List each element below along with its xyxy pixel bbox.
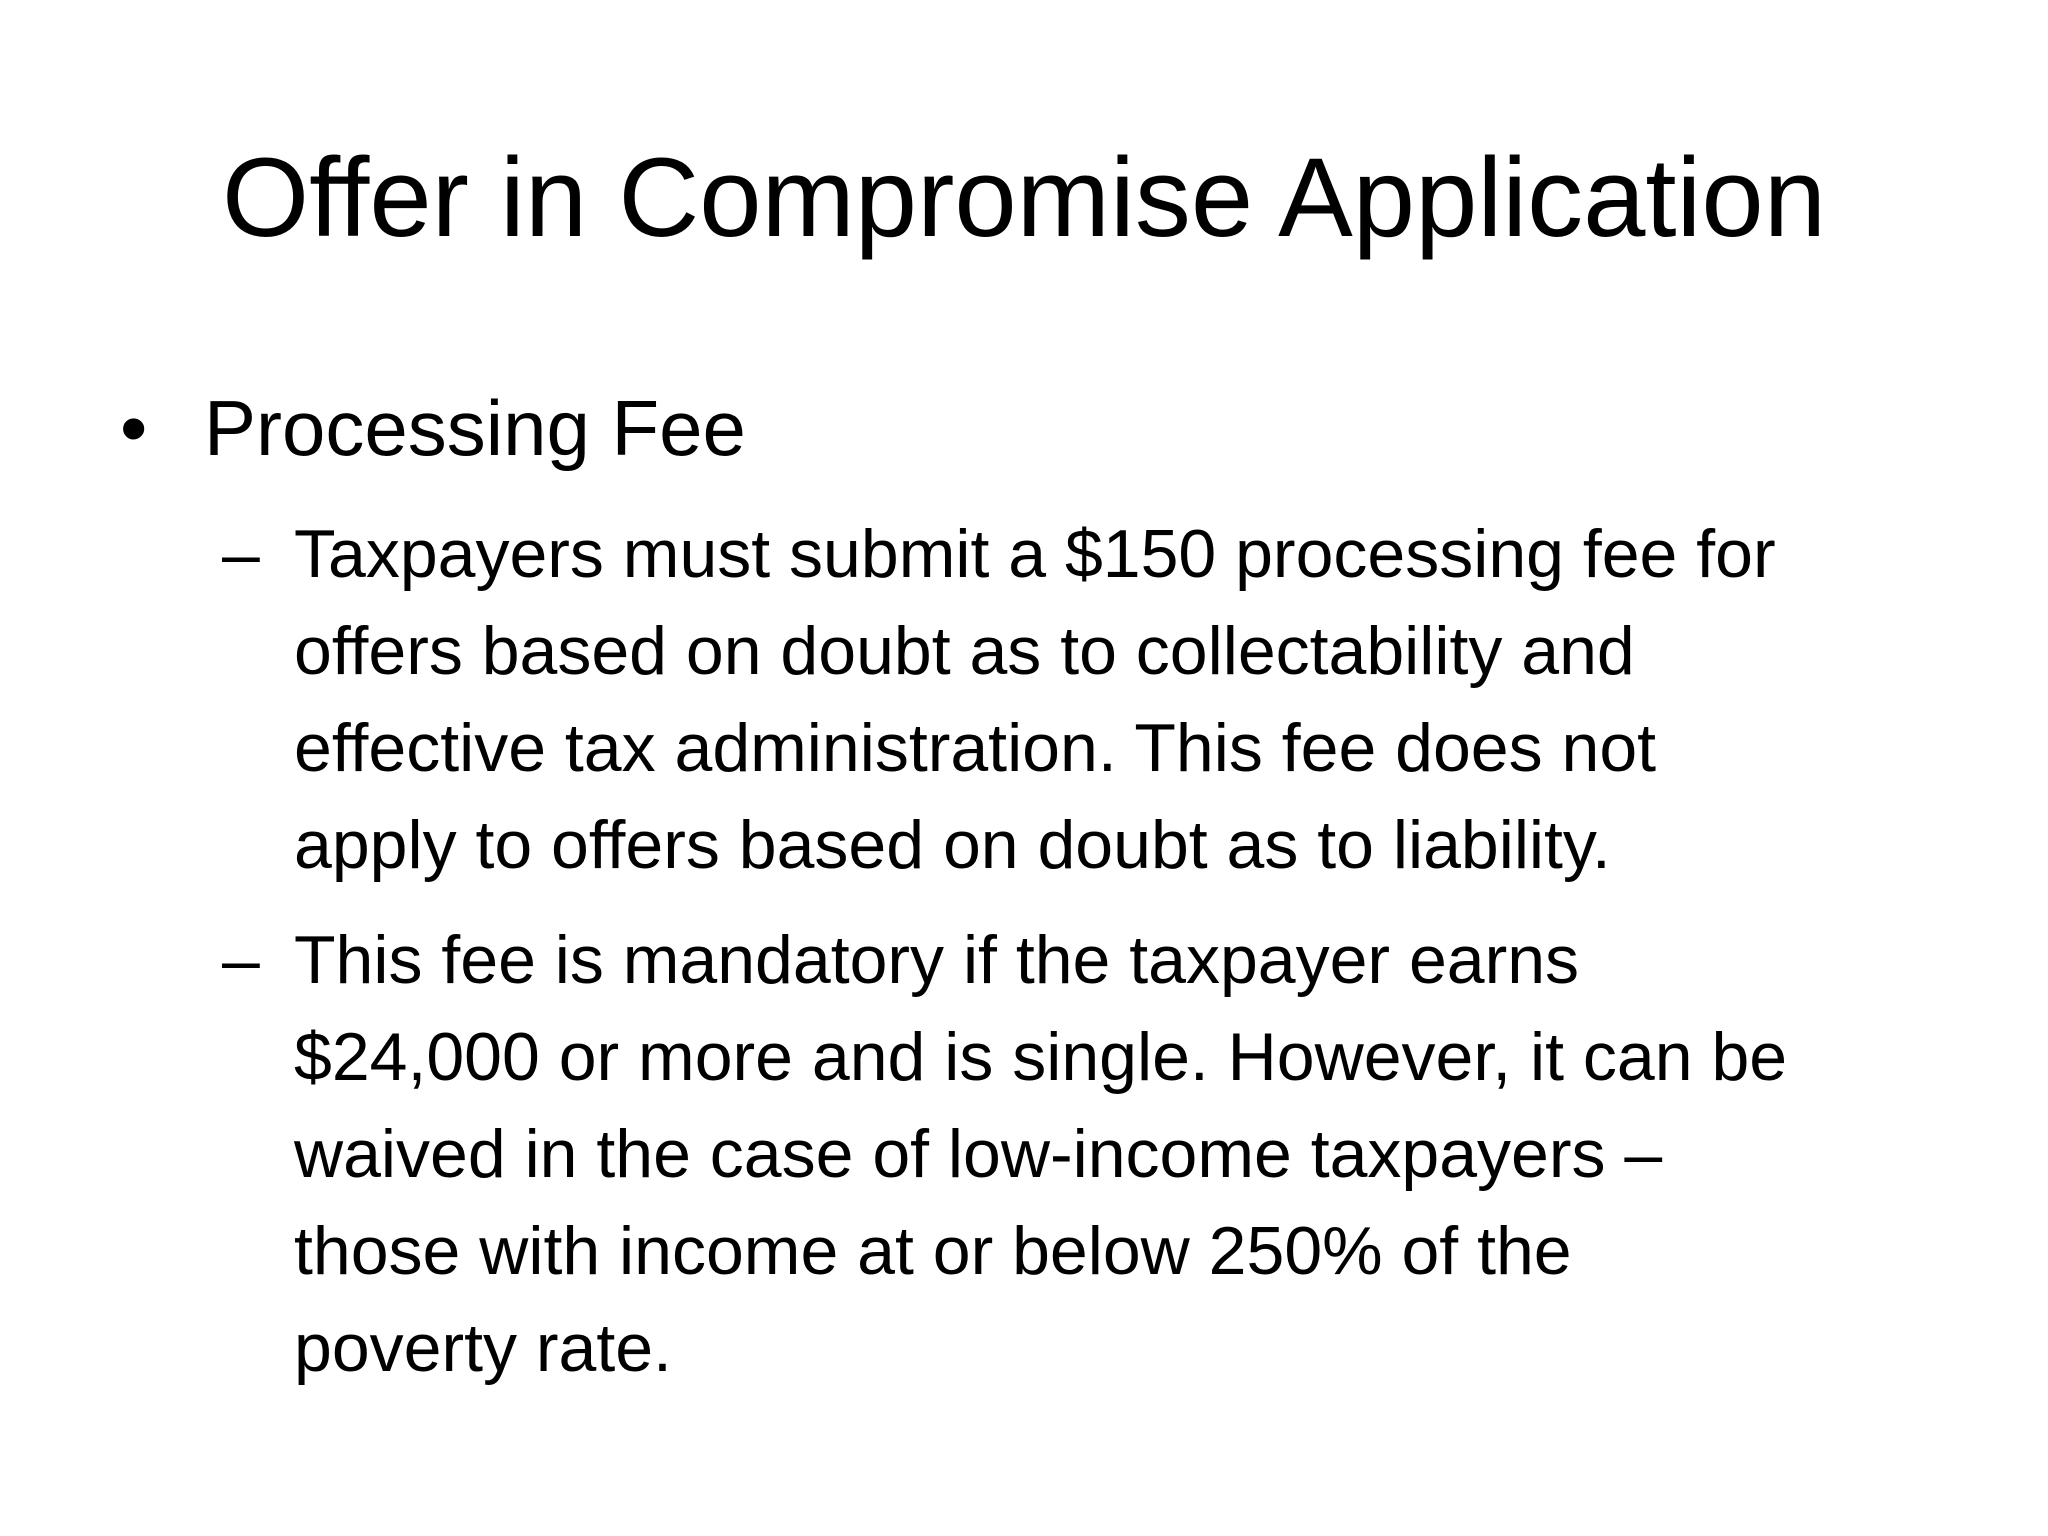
sub-bullet-fee-waiver [222,912,1942,1397]
sub-bullet-marker: – [222,516,260,592]
sub-bullet-processing-fee [222,506,1942,894]
sub-bullet-line: Taxpayers must submit a $150 processing fee for [294,516,1776,592]
sub-bullet-line: $24,000 or more and is single. However, it can be [294,1019,1788,1095]
bullet-item [120,380,746,476]
sub-bullet-line: effective tax administration. This fee does not [294,710,1657,786]
sub-bullet-marker: – [222,922,260,998]
slide-title: Offer in Compromise Application [222,135,1826,260]
sub-bullet-line: offers based on doubt as to collectability and [294,613,1635,689]
sub-bullet-line: poverty rate. [294,1310,672,1386]
sub-bullet-line: This fee is mandatory if the taxpayer earns [294,922,1580,998]
sub-bullet-line: apply to offers based on doubt as to liability. [294,807,1611,883]
sub-bullet-line: waived in the case of low-income taxpayers – [294,1116,1663,1192]
sub-bullet-line: those with income at or below 250% of the [294,1213,1572,1289]
bullet-marker: • [120,384,148,472]
bullet-label: Processing Fee [204,384,746,472]
